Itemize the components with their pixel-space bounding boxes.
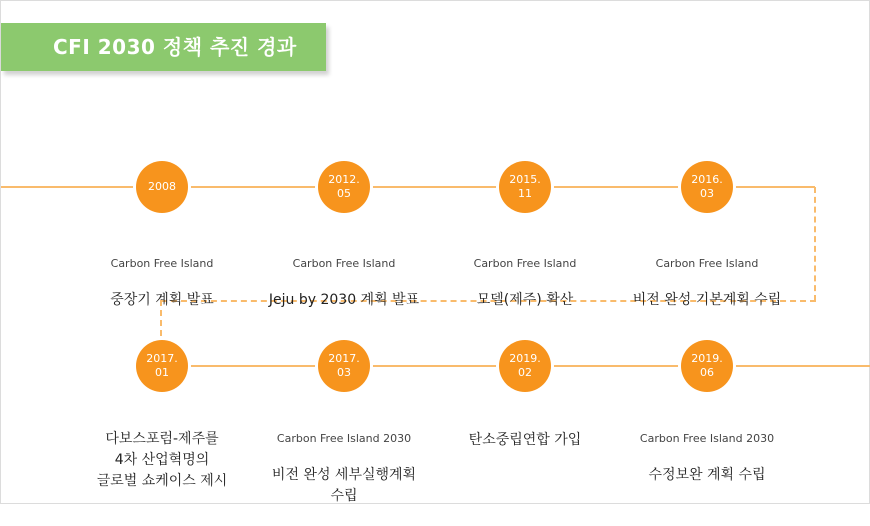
timeline-label-2015-11 (425, 237, 625, 330)
timeline-node-2015-11: 2015. 11 (499, 161, 551, 213)
label-sub: Carbon Free Island (655, 257, 759, 270)
timeline-label-2012-05 (244, 237, 444, 330)
label-main: 수정보완 계획 수립 (648, 467, 766, 483)
label-sub: Carbon Free Island 2030 (276, 432, 412, 445)
timeline-node-2019-06: 2019. 06 (681, 340, 733, 392)
timeline-node-2017-03: 2017. 03 (318, 340, 370, 392)
timeline-node-2019-02: 2019. 02 (499, 340, 551, 392)
timeline-node-2012-05: 2012. 05 (318, 161, 370, 213)
timeline-label-2017-03 (244, 412, 444, 526)
timeline-label-2019-06 (607, 412, 807, 505)
label-main: 모델(제주) 확산 (476, 292, 574, 308)
timeline-connector-right (814, 187, 816, 301)
label-sub: Carbon Free Island (292, 257, 396, 270)
timeline-node-2008: 2008 (136, 161, 188, 213)
timeline-label-2017-01 (62, 410, 262, 511)
label-main: 다보스포럼-제주를 4차 산업혁명의 글로벌 쇼케이스 제시 (96, 431, 228, 489)
label-main: 비전 완성 세부실행계획 수립 (271, 467, 417, 504)
label-sub: Carbon Free Island (473, 257, 577, 270)
label-sub: Carbon Free Island (110, 257, 214, 270)
timeline-label-2016-03 (607, 237, 807, 330)
label-sub: Carbon Free Island 2030 (639, 432, 775, 445)
label-main: 중장기 계획 발표 (110, 292, 214, 308)
label-main: 비전 완성 기본계획 수립 (632, 292, 782, 308)
timeline-label-2008 (62, 237, 262, 330)
timeline-label-2019-02 (425, 411, 625, 470)
timeline-node-2016-03: 2016. 03 (681, 161, 733, 213)
label-main: 탄소중립연합 가입 (468, 432, 582, 448)
timeline-node-2017-01: 2017. 01 (136, 340, 188, 392)
page-title: CFI 2030 정책 추진 경과 (1, 23, 326, 71)
label-main: Jeju by 2030 계획 발표 (268, 292, 420, 308)
